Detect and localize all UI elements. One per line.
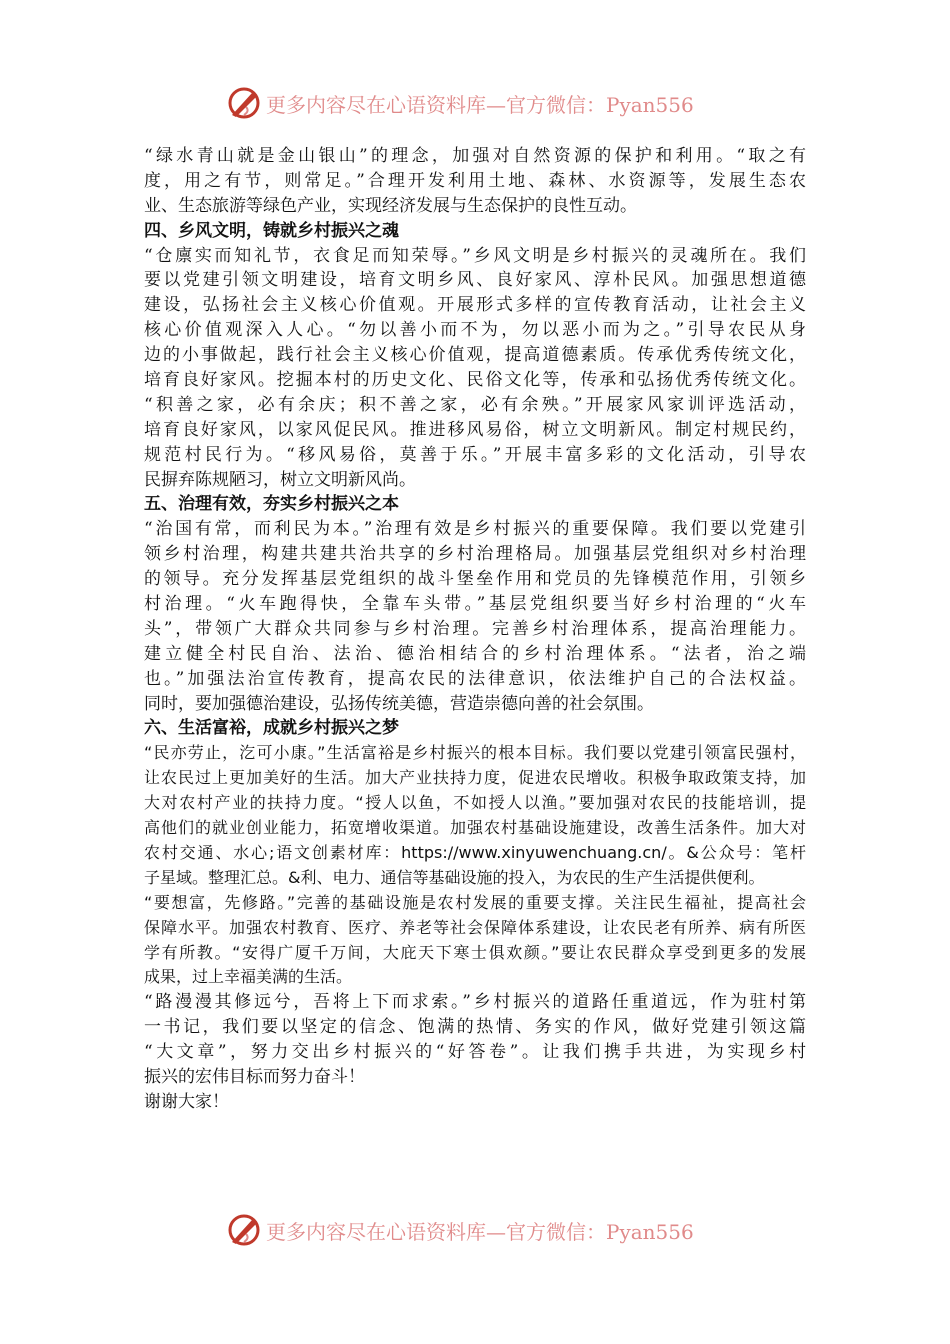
text-line: 大对农村产业的扶持力度。“授人以鱼，不如授人以渔。”要加强对农民的技能培训，提	[144, 793, 806, 813]
pen-logo-icon	[226, 1212, 262, 1248]
text-line: 边的小事做起，践行社会主义核心价值观，提高道德素质。传承优秀传统文化，	[144, 345, 806, 366]
text-line: 要以党建引领文明建设，培育文明乡风、良好家风、淳朴民风。加强思想道德	[144, 270, 806, 291]
text-line: 高他们的就业创业能力，拓宽增收渠道。加强农村基础设施建设，改善生活条件。加大对	[144, 818, 806, 838]
footer-banner	[226, 1210, 726, 1250]
text-line: 业、生态旅游等绿色产业，实现经济发展与生态保护的良性互动。	[144, 195, 637, 216]
text-line: 学有所教。“安得广厦千万间，大庇天下寒士俱欢颜。”要让农民群众享受到更多的发展	[144, 942, 806, 962]
text-line: 也。”加强法治宣传教育，提高农民的法律意识，依法维护自己的合法权益。	[144, 668, 806, 689]
text-line: “路漫漫其修远兮，吾将上下而求索。”乡村振兴的道路任重道远，作为驻村第	[144, 992, 806, 1013]
section-heading: 五、治理有效，夯实乡村振兴之本	[144, 494, 399, 515]
text-line: 度，用之有节，则常足。”合理开发利用土地、森林、水资源等，发展生态农	[144, 170, 806, 191]
banner-text: 更多内容尽在心语资料库—官方微信：Pyan556	[266, 1219, 694, 1244]
text-line: 一书记，我们要以坚定的信念、饱满的热情、务实的作风，做好党建引领这篇	[144, 1017, 806, 1038]
text-line: 成果，过上幸福美满的生活。	[144, 967, 353, 987]
document-body	[144, 144, 806, 1115]
text-line: 规范村民行为。“移风易俗，莫善于乐。”开展丰富多彩的文化活动，引导农	[144, 444, 806, 465]
text-line: 谢谢大家！	[144, 1091, 229, 1112]
text-line: 培育良好家风，以家风促民风。推进移风易俗，树立文明新风。制定村规民约，	[144, 419, 806, 440]
text-line: 振兴的宏伟目标而努力奋斗！	[144, 1066, 365, 1087]
text-line: 村治理。“火车跑得快，全靠车头带。”基层党组织要当好乡村治理的“火车	[144, 594, 806, 615]
text-line: 民摒弃陈规陋习，树立文明新风尚。	[144, 469, 416, 490]
text-line: “大文章”，努力交出乡村振兴的“好答卷”。让我们携手共进，为实现乡村	[144, 1042, 806, 1063]
text-line: “仓廪实而知礼节，衣食足而知荣辱。”乡风文明是乡村振兴的灵魂所在。我们	[144, 245, 806, 266]
text-line: “治国有常，而利民为本。”治理有效是乡村振兴的重要保障。我们要以党建引	[144, 519, 806, 540]
text-line: 建设，弘扬社会主义核心价值观。开展形式多样的宣传教育活动，让社会主义	[144, 295, 806, 316]
text-line: 头”，带领广大群众共同参与乡村治理。完善乡村治理体系，提高治理能力。	[144, 618, 806, 639]
section-heading: 四、乡风文明，铸就乡村振兴之魂	[144, 220, 399, 241]
text-line: “民亦劳止，汔可小康。”生活富裕是乡村振兴的根本目标。我们要以党建引领富民强村，	[144, 743, 806, 763]
text-line: 领乡村治理，构建共建共治共享的乡村治理格局。加强基层党组织对乡村治理	[144, 544, 806, 565]
banner-text: 更多内容尽在心语资料库—官方微信：Pyan556	[266, 92, 694, 117]
text-line: 同时，要加强德治建设，弘扬传统美德，营造崇德向善的社会氛围。	[144, 693, 654, 714]
text-line: 保障水平。加强农村教育、医疗、养老等社会保障体系建设，让农民老有所养、病有所医	[144, 917, 806, 937]
text-line: “绿水青山就是金山银山”的理念，加强对自然资源的保护和利用。“取之有	[144, 146, 806, 166]
text-line: “要想富，先修路。”完善的基础设施是农村发展的重要支撑。关注民生福祉，提高社会	[144, 892, 806, 912]
header-banner	[226, 83, 726, 123]
text-line: 培育良好家风。挖掘本村的历史文化、民俗文化等，传承和弘扬优秀传统文化。	[144, 370, 806, 391]
pen-logo-icon	[226, 85, 262, 121]
text-line: 农村交通、水心;语文创素材库：https://www.xinyuwenchuang.cn/。&公众号：笔杆	[144, 842, 806, 862]
text-line: 的领导。充分发挥基层党组织的战斗堡垒作用和党员的先锋模范作用，引领乡	[144, 569, 806, 590]
text-line: 建立健全村民自治、法治、德治相结合的乡村治理体系。“法者，治之端	[144, 643, 806, 664]
text-line: 让农民过上更加美好的生活。加大产业扶持力度，促进农民增收。积极争取政策支持，加	[144, 768, 806, 788]
text-line: “积善之家，必有余庆；积不善之家，必有余殃。”开展家风家训评选活动，	[144, 394, 806, 415]
section-heading: 六、生活富裕，成就乡村振兴之梦	[144, 718, 399, 739]
text-line: 核心价值观深入人心。“勿以善小而不为，勿以恶小而为之。”引导农民从身	[144, 320, 806, 341]
text-line: 子星域。整理汇总。&利、电力、通信等基础设施的投入，为农民的生产生活提供便利。	[144, 867, 765, 887]
